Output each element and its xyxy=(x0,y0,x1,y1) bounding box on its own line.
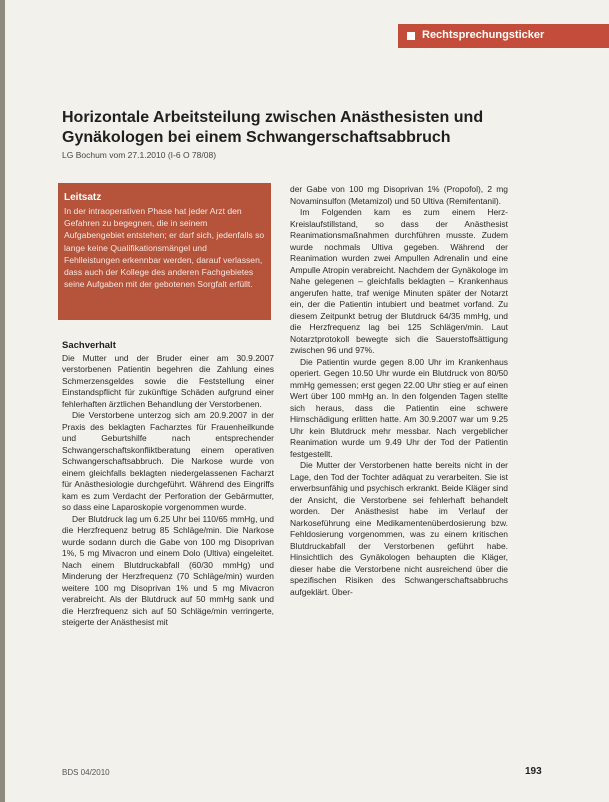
paragraph: Die Patientin wurde gegen 8.00 Uhr im Krankenhaus operiert. Gegen 10.50 Uhr wurde ein Blutdruck von 80/50 mmHg gemessen; erst gegen 22.00 Uhr stieg er auf einen Wert über 100 mmHg an. In den folgenden Tagen stellte sich heraus, dass die Patientin eine schwere Hirnschädigung erlitten hatte. Am 30.9.2007 war um 9.25 Uhr kein Blutdruck mehr messbar. Nach vergeblicher Reanimation wurde um 9.49 Uhr der Tod der Patientin festgestellt. xyxy=(290,356,508,459)
section-heading: Sachverhalt xyxy=(62,340,116,351)
leitsatz-text: In der intraoperativen Phase hat jeder Arzt den Gefahren zu begegnen, die in seinem Aufgabengebiet entstehen; er darf sich, jedenfalls so lange keine Qualifikationsmängel und Fehlleistungen erkennbar werden, darauf verlassen, dass auch der Kollege des anderen Fachgebietes seine Aufgaben mit der gebotenen Sorgfalt erfüllt. xyxy=(64,206,265,290)
leitsatz-heading: Leitsatz xyxy=(64,192,102,203)
section-banner-label: Rechtsprechungsticker xyxy=(422,29,545,41)
section-banner xyxy=(398,24,609,48)
journal-issue: BDS 04/2010 xyxy=(62,768,110,777)
page-edge xyxy=(0,0,5,802)
paragraph: Im Folgenden kam es zum einem Herz-Kreislaufstillstand, so dass der Anästhesist Reanimationsmaßnahmen durchführen musste. Zudem wurde nochmals Ultiva gegeben. Während der Reanimation wurden zwei Ampullen Adrenalin und eine Ampulle Atropin verabreicht. Nachdem der Gynäkologe im Nahe gelegenen – gleichfalls beklagten – Krankenhaus angerufen hatte, traf wenige Minuten später der Notarzt ein, der die Patientin intubiert und beatmet vorfand. Zu diesem Zeitpunkt betrug der Blutdruck 64/35 mmHg, und die Herzfrequenz lag bei 125 Schlägen/min. Laut Notarztprotokoll bewegte sich die Sauerstoffsättigung zwischen 96 und 97%. xyxy=(290,207,508,355)
square-icon xyxy=(407,32,415,40)
paragraph: Der Blutdruck lag um 6.25 Uhr bei 110/65 mmHg, und die Herzfrequenz betrug 85 Schläge/min. Die Narkose wurde sodann durch die Gabe von 100 mg Disoprivan 1%, 5 mg Mivacron und einem Dolo (Ultiva) eingeleitet. Nach einem Blutdruckabfall (60/30 mmHg) und Minderung der Herzfrequenz (70 Schläge/min) wurden weitere 100 mg Disoprivan 1% und 5 mg Mivacron verabreicht. Als der Blutdruck auf 50 mmHg sank und die Herzfrequenz sich auf 50 Schläge/min verringerte, steigerte der Anästhesist mit xyxy=(62,513,274,627)
page-number: 193 xyxy=(525,766,542,777)
article-citation: LG Bochum vom 27.1.2010 (I-6 O 78/08) xyxy=(62,150,217,160)
paragraph: Die Mutter und der Bruder einer am 30.9.2007 verstorbenen Patientin begehren die Zahlung eines Schmerzensgeldes sowie die Feststellung einer Einstandspflicht für zukünftige Schäden aufgrund einer fehlerhaften ärztlichen Behandlung der Verstorbenen. xyxy=(62,352,274,409)
column-right xyxy=(290,184,508,598)
paragraph: Die Verstorbene unterzog sich am 20.9.2007 in der Praxis des beklagten Facharztes für Frauenheilkunde und Geburtshilfe nach entsprechender Schwangerschaftskonfliktberatung einem operativen Schwangerschaftsabbruch. Die Narkose wurde von einem gleichfalls beklagten niedergelassenen Facharzt für Anästhesiologie durchgeführt. Während des Eingriffs kam es zum Verdacht der Perforation der Gebärmutter, so dass eine Laparoskopie vorgenommen wurde. xyxy=(62,410,274,512)
article-title: Horizontale Arbeitsteilung zwischen Anästhesisten und Gynäkologen bei einem Schwangerschaftsabbruch xyxy=(62,109,484,146)
paragraph: der Gabe von 100 mg Disoprivan 1% (Propofol), 2 mg Novaminsulfon (Metamizol) und 50 Ultiva (Remifentanil). xyxy=(290,184,508,206)
paragraph: Die Mutter der Verstorbenen hatte bereits nicht in der Lage, den Tod der Tochter adäquat zu verarbeiten. Sie ist erwerbsunfähig und psychisch erkrankt. Beide Kläger sind der Ansicht, die Verstorbene sei fehlerhaft behandelt worden. Der Anästhesist habe im Verlauf der Narkoseführung eine Medikamentenüberdosierung bzw. Fehldosierung vorgenommen, was zu einem kritischen Blutdruckabfall der Verstorbenen geführt habe. Hinsichtlich des Gynäkologen behaupten die Kläger, dieser habe die Verstorbene nicht ausreichend über die spezifischen Risiken des Schwangerschaftsabbruchs aufgeklärt. Über- xyxy=(290,460,508,597)
leitsatz-box xyxy=(58,183,271,320)
column-left xyxy=(62,340,274,629)
